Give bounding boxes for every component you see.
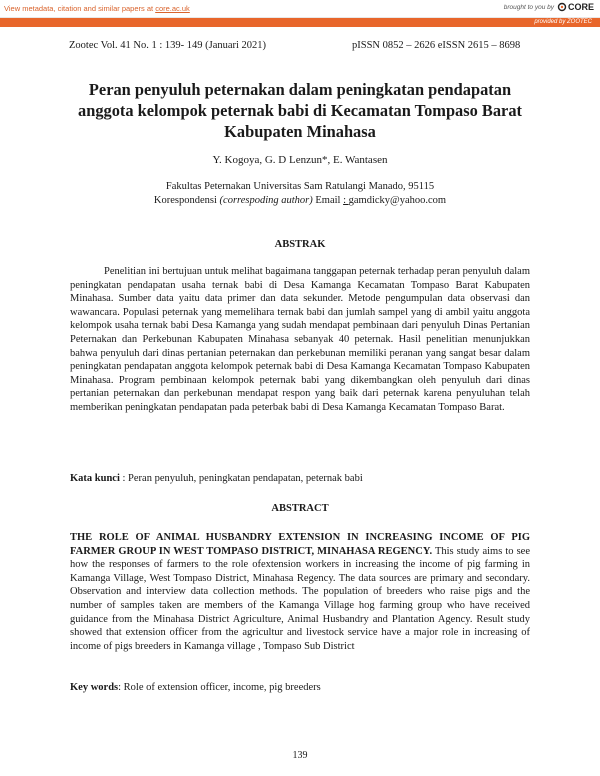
issn-numbers: pISSN 0852 – 2626 eISSN 2615 – 8698 — [352, 40, 521, 51]
abstrak-heading: ABSTRAK — [274, 239, 326, 250]
core-orange-strip — [0, 18, 600, 27]
abstract-heading: ABSTRACT — [271, 503, 329, 514]
abstrak-body: Penelitian ini bertujuan untuk melihat bagaimana tanggapan peternak terhadap peran penyuluh dalam peningkatan pendapatan usaha ternak babi di Desa Kamanga Kecamatan Tompaso Barat Kabupaten Minahasa. Sumber data yaitu data primer dan data sekunder. Metode pengumpulan data observasi dan wawancara. Populasi peternak yang memelihara ternak babi dan jumlah sampel yang di ambil yaitu anggota kelompok usaha ternak babi Desa Kamanga yang sudah mendapat pembinaan dari penyuluh Dinas Pertanian Peternakan dan Perkebunan Kabupaten Minahasa sebanyak 40 peternak. Hasil penelitian menunjukkan bahwa penyuluh dari dinas pertanian peternakan dan perkebunan memiliki peranan yang sangat besar dalam peningkatan pendapatan anggota kelompok peternak babi di Desa Kamanga Kecamatan Tompaso Kabupaten Minahasa. Program pembinaan kelompok peternak babi yang dikembangkan oleh penyuluh dari dinas pertanian peternakan dan perkebunan mendapat respon yang baik dari peternak karena penyuluhan telah memberikan peningkatan pendapatan pada peterbak babi di Desa Kamanga Kecamatan Tompaso Barat. — [70, 266, 530, 413]
title-line: anggota kelompok peternak babi di Kecamatan Tompaso Barat — [78, 101, 522, 120]
core-banner — [0, 0, 600, 18]
affiliation-line: Fakultas Peternakan Universitas Sam Ratulangi Manado, 95115 — [165, 181, 435, 192]
core-logo: CORE — [557, 2, 594, 12]
affiliation — [0, 180, 600, 208]
core-logo-icon — [557, 2, 567, 12]
title-line: Peran penyuluh peternakan dalam peningkatan pendapatan — [88, 80, 512, 99]
email-link[interactable]: gamdicky@yahoo.com — [348, 195, 447, 206]
brought-to-you-label: brought to you by — [503, 3, 554, 11]
abstract-body: THE ROLE OF ANIMAL HUSBANDRY EXTENSION IN INCREASING INCOME OF PIG FARMER GROUP IN WEST TOMPASO DISTRICT, MINAHASA REGENCY. This study aims to see how the responses of farmers to the role ofextension workers in increasing the income of pig farming in Kamanga Village, West Tompaso District, Minahasa Regency. The data sources are primary and secondary. Observation and interview data collection methods. The population of breeders who raise pigs and the number of samples taken are members of the Kamanga Village hog farming group who have received guidance from the Minahasa District Agriculture, Animal Husbandry and Plantation Agency. Result study showed that extension officer from the agricultur and livestock service have a major role in increasing of income of pigs breeders in Kamanga village , Tompaso Sub District — [70, 532, 530, 652]
abstract-title: THE ROLE OF ANIMAL HUSBANDRY EXTENSION IN INCREASING INCOME OF PIG FARMER GROUP IN WEST TOMPASO DISTRICT, MINAHASA REGENCY. — [70, 532, 530, 557]
provided-by-label: provided by ZOOTEC — [534, 19, 592, 25]
page-number: 139 — [292, 750, 308, 761]
correspondence-line: Korespondensi (correspoding author) Email : gamdicky@yahoo.com — [153, 195, 447, 206]
author-list: Y. Kogoya, G. D Lenzun*, E. Wantasen — [212, 154, 388, 166]
core-metadata-link[interactable]: View metadata, citation and similar papers at core.ac.uk — [4, 4, 190, 13]
core-branding[interactable] — [504, 2, 594, 12]
journal-citation: Zootec Vol. 41 No. 1 : 139- 149 (Januari 2021) — [69, 40, 267, 51]
paper-title — [70, 79, 530, 142]
key-words: Key words: Role of extension officer, income, pig breeders — [70, 682, 321, 693]
title-line: Kabupaten Minahasa — [224, 122, 376, 141]
kata-kunci: Kata kunci : Peran penyuluh, peningkatan pendapatan, peternak babi — [70, 473, 363, 484]
